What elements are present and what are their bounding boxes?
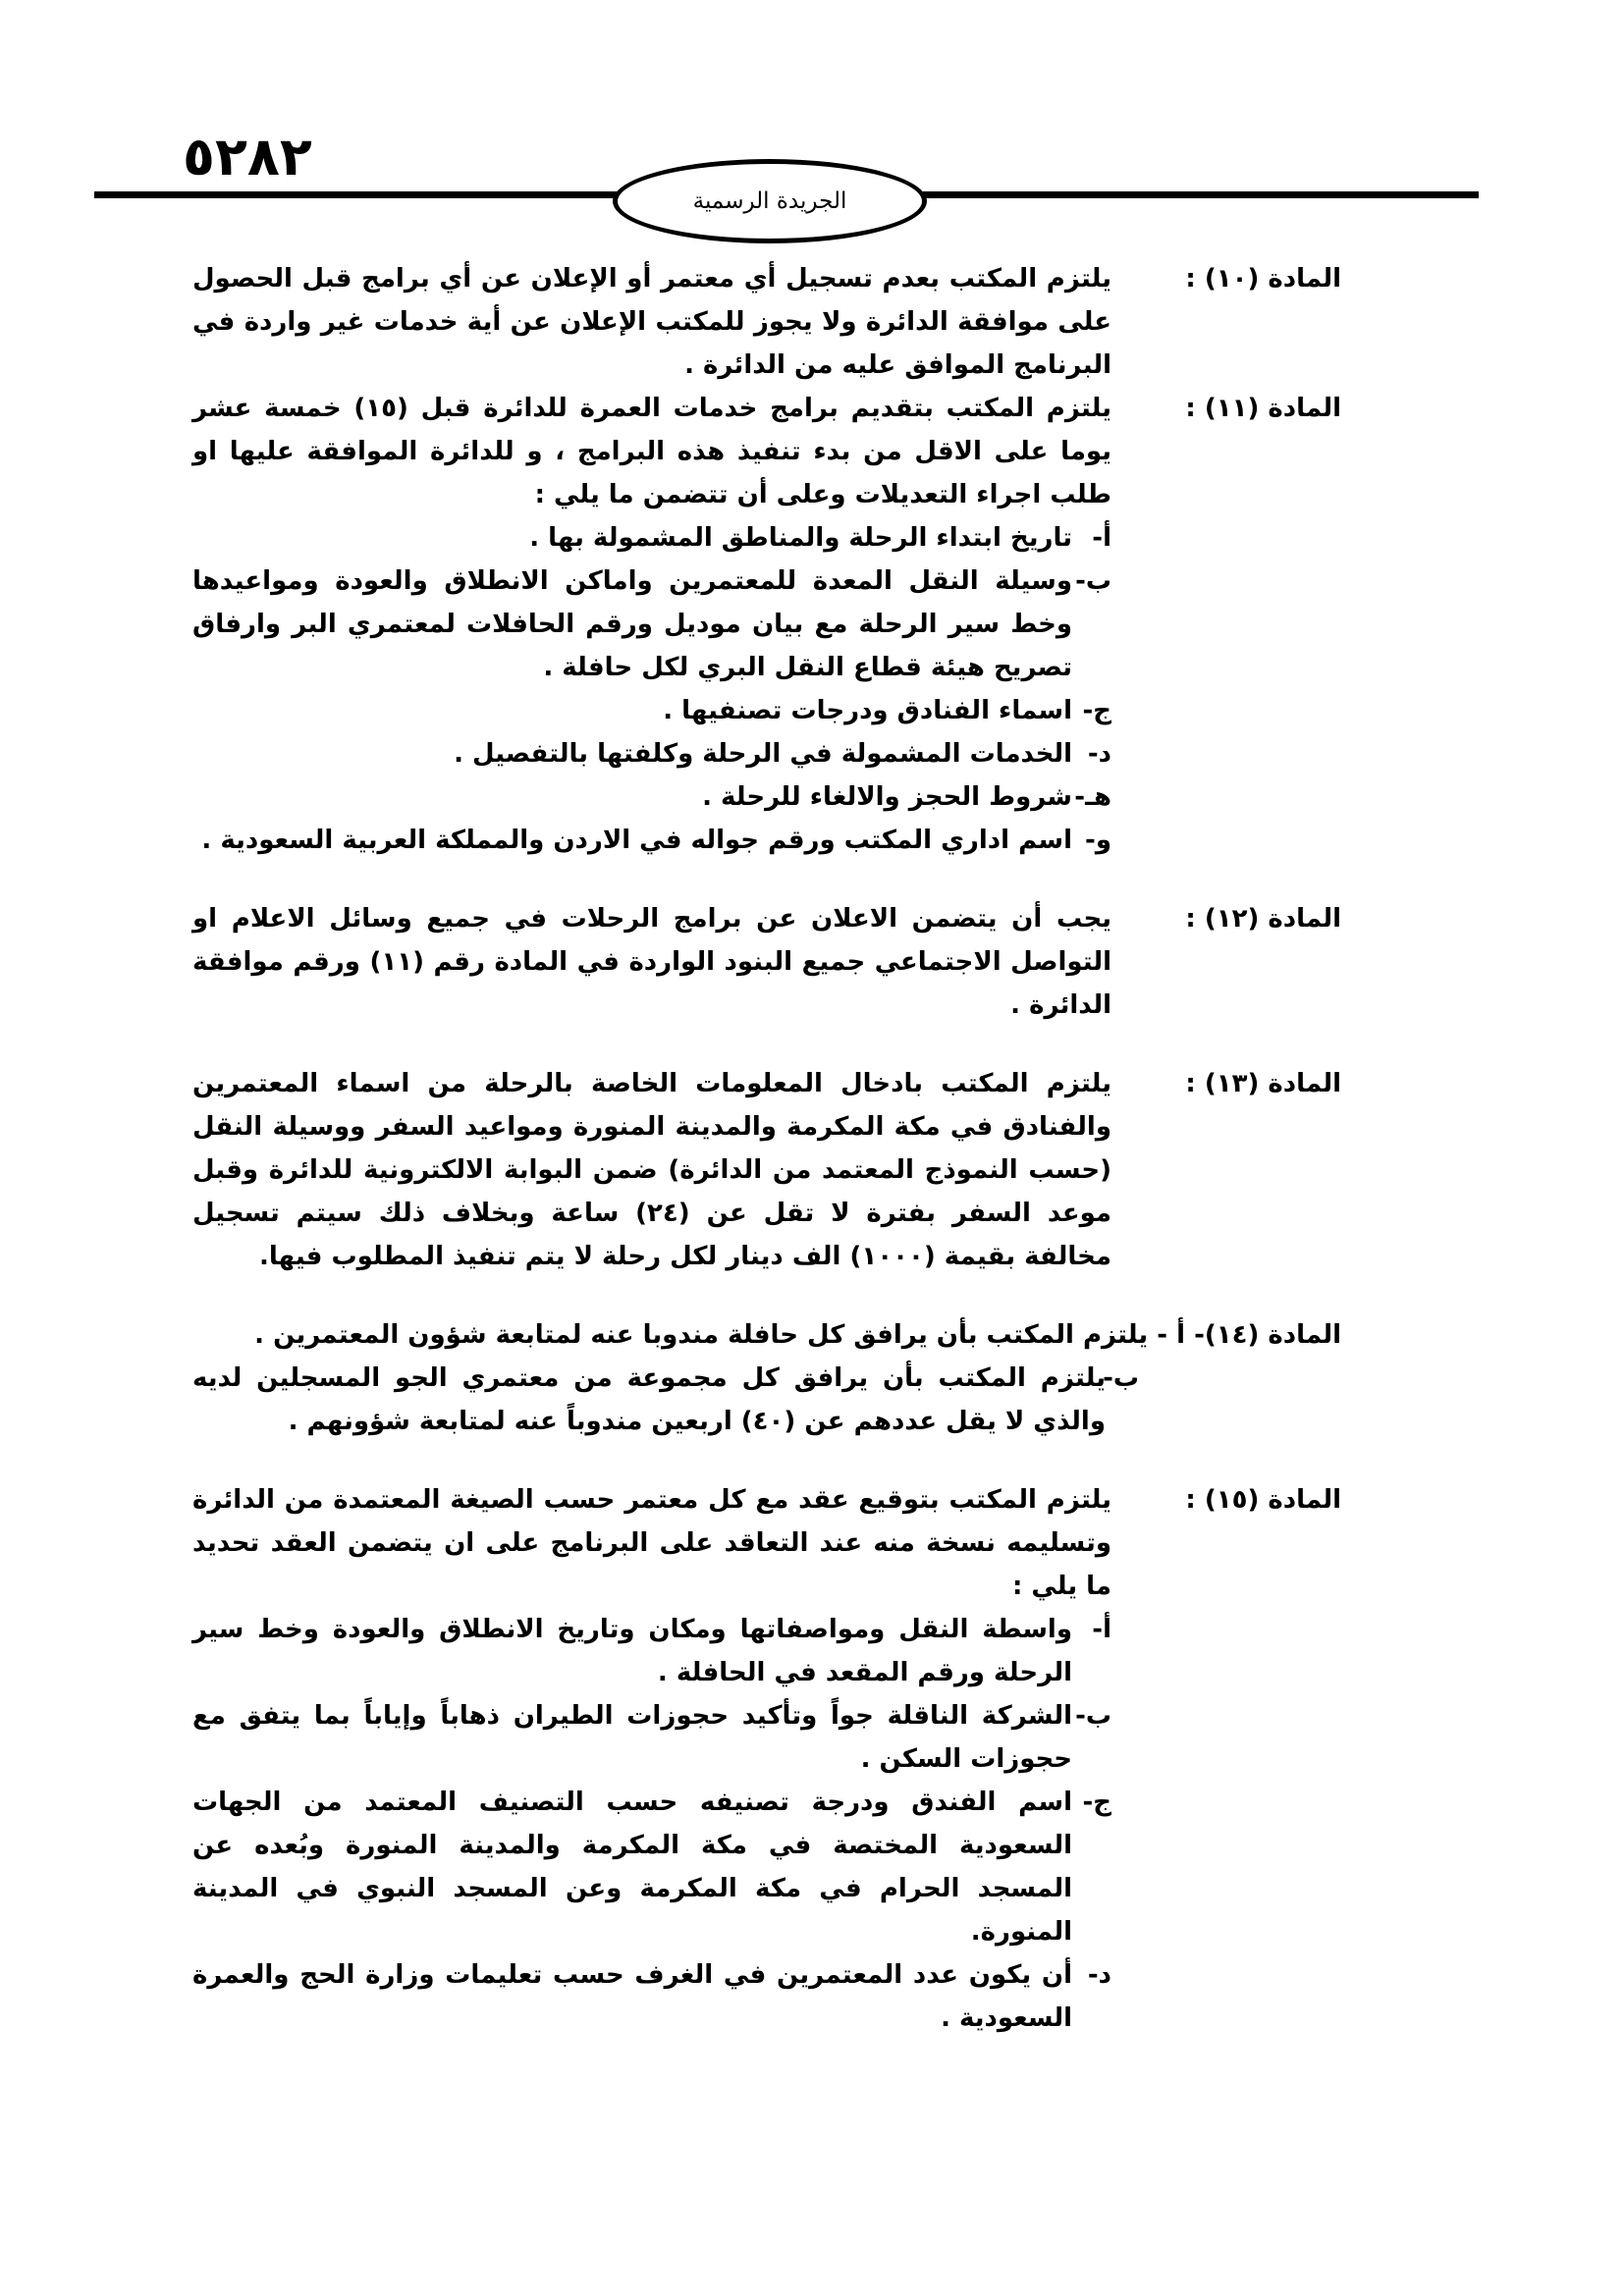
- article-text: يلتزم المكتب بادخال المعلومات الخاصة بالرحلة من اسماء المعتمرين والفنادق في مكة المكرمة والمدينة المنورة ومواعيد السفر ووسيلة النقل (حسب النموذج المعتمد من الدائرة) ضمن البوابة الالكترونية للدائرة وقبل موعد السفر بفترة لا تقل عن (٢٤) ساعة وبخلاف ذلك سيتم تسجيل مخالفة بقيمة (١٠٠٠) الف دينار لكل رحلة لا يتم تنفيذ المطلوب فيها.: [192, 1069, 1111, 1271]
- article-label: المادة (١٤)-: [1194, 1320, 1341, 1350]
- item-letter: ب-: [1103, 1363, 1139, 1393]
- article-items: [192, 1608, 1111, 2040]
- item-text: اسم الفندق ودرجة تصنيفه حسب التصنيف المعتمد من الجهات السعودية المختصة في مكة المكرمة والمدينة المنورة وبُعده عن المسجد الحرام في مكة المكرمة وعن المسجد النبوي في المدينة المنورة.: [192, 1788, 1072, 1947]
- page-number: ٥٢٨٢: [183, 126, 312, 187]
- list-item: [192, 1953, 1111, 2040]
- header-rule-left: [94, 191, 620, 198]
- item-text: يلتزم المكتب بأن يرافق كل حافلة مندوبا عنه لمتابعة شؤون المعتمرين .: [254, 1320, 1149, 1350]
- article-label: المادة (١١) :: [1185, 394, 1341, 423]
- gazette-title: الجريدة الرسمية: [692, 188, 847, 214]
- list-item: [192, 560, 1111, 689]
- item-text: أن يكون عدد المعتمرين في الغرف حسب تعليمات وزارة الحج والعمرة السعودية .: [192, 1960, 1072, 2033]
- item-letter: هـ-: [1074, 782, 1111, 812]
- article-text: يلتزم المكتب بتقديم برامج خدمات العمرة للدائرة قبل (١٥) خمسة عشر يوما على الاقل من بدء تنفيذ هذه البرامج ، و للدائرة الموافقة عليها او طلب اجراء التعديلات وعلى أن تتضمن ما يلي :: [192, 394, 1111, 509]
- article-label: المادة (١٥) :: [1185, 1485, 1341, 1515]
- item-text: يلتزم المكتب بأن يرافق كل مجموعة من معتمري الجو المسجلين لديه والذي لا يقل عددهم عن (٤٠) اربعين مندوباً عنه لمتابعة شؤونهم .: [192, 1363, 1106, 1436]
- item-text: اسماء الفنادق ودرجات تصنفيها .: [663, 696, 1072, 725]
- article-label: المادة (١٣) :: [1185, 1069, 1341, 1098]
- list-item: [192, 819, 1111, 862]
- spacer: [192, 1027, 1341, 1062]
- item-text: وسيلة النقل المعدة للمعتمرين واماكن الانطلاق والعودة ومواعيدها وخط سير الرحلة مع بيان موديل ورقم الحافلات لمعتمري البر وارفاق تصريح هيئة قطاع النقل البري لكل حافلة .: [192, 566, 1072, 682]
- item-text: الشركة الناقلة جواً وتأكيد حجوزات الطيران ذهاباً وإياباً بما يتفق مع حجوزات السكن .: [192, 1701, 1072, 1774]
- spacer: [192, 862, 1341, 897]
- spacer: [192, 1278, 1341, 1313]
- item-letter: د-: [1087, 739, 1111, 769]
- list-item: [192, 1608, 1111, 1694]
- article-13: [192, 1062, 1341, 1278]
- article-10: [192, 257, 1341, 387]
- article-text: يلتزم المكتب بتوقيع عقد مع كل معتمر حسب الصيغة المعتمدة من الدائرة وتسليمه نسخة منه عند التعاقد على البرنامج على ان يتضمن العقد تحديد ما يلي :: [192, 1485, 1111, 1601]
- article-items: [192, 516, 1111, 862]
- item-letter: أ-: [1092, 523, 1111, 553]
- item-text: اسم اداري المكتب ورقم جواله في الاردن والمملكة العربية السعودية .: [201, 826, 1072, 855]
- articles-body: [192, 257, 1341, 2040]
- list-item: [192, 689, 1111, 732]
- header-rule-right: [923, 191, 1479, 198]
- gazette-title-oval: [613, 159, 927, 243]
- item-letter: أ-: [1092, 1615, 1111, 1644]
- article-text: يجب أن يتضمن الاعلان عن برامج الرحلات في جميع وسائل الاعلام او التواصل الاجتماعي جميع البنود الواردة في المادة رقم (١١) ورقم موافقة الدائرة .: [192, 904, 1111, 1020]
- list-item: [192, 516, 1111, 560]
- item-text: واسطة النقل ومواصفاتها ومكان وتاريخ الانطلاق والعودة وخط سير الرحلة ورقم المقعد في الحافلة .: [192, 1615, 1072, 1687]
- item-letter: ب-: [1075, 1701, 1111, 1731]
- item-letter: ج-: [1082, 696, 1111, 725]
- item-letter: ب-: [1075, 566, 1111, 596]
- item-letter: ج-: [1082, 1788, 1111, 1817]
- list-item: [192, 732, 1111, 775]
- spacer: [192, 1443, 1341, 1478]
- item-letter: د-: [1087, 1960, 1111, 1990]
- article-12: [192, 897, 1341, 1027]
- item-text: الخدمات المشمولة في الرحلة وكلفتها بالتفصيل .: [454, 739, 1072, 769]
- list-item: [192, 775, 1111, 819]
- article-14-first-line: [192, 1313, 1341, 1357]
- item-letter: و-: [1085, 826, 1111, 855]
- item-text: شروط الحجز والالغاء للرحلة .: [702, 782, 1072, 812]
- article-11: [192, 387, 1341, 862]
- item-text: تاريخ ابتداء الرحلة والمناطق المشمولة بها .: [529, 523, 1072, 553]
- article-14: [192, 1313, 1341, 1443]
- item-letter: أ -: [1157, 1320, 1185, 1350]
- list-item: [192, 1781, 1111, 1953]
- article-15: [192, 1478, 1341, 2040]
- article-label: المادة (١٠) :: [1185, 264, 1341, 294]
- article-text: يلتزم المكتب بعدم تسجيل أي معتمر أو الإعلان عن أي برامج قبل الحصول على موافقة الدائرة ولا يجوز للمكتب الإعلان عن أية خدمات غير واردة في البرنامج الموافق عليه من الدائرة .: [192, 264, 1111, 380]
- list-item: [192, 1694, 1111, 1781]
- article-label: المادة (١٢) :: [1185, 904, 1341, 934]
- list-item: [192, 1357, 1139, 1443]
